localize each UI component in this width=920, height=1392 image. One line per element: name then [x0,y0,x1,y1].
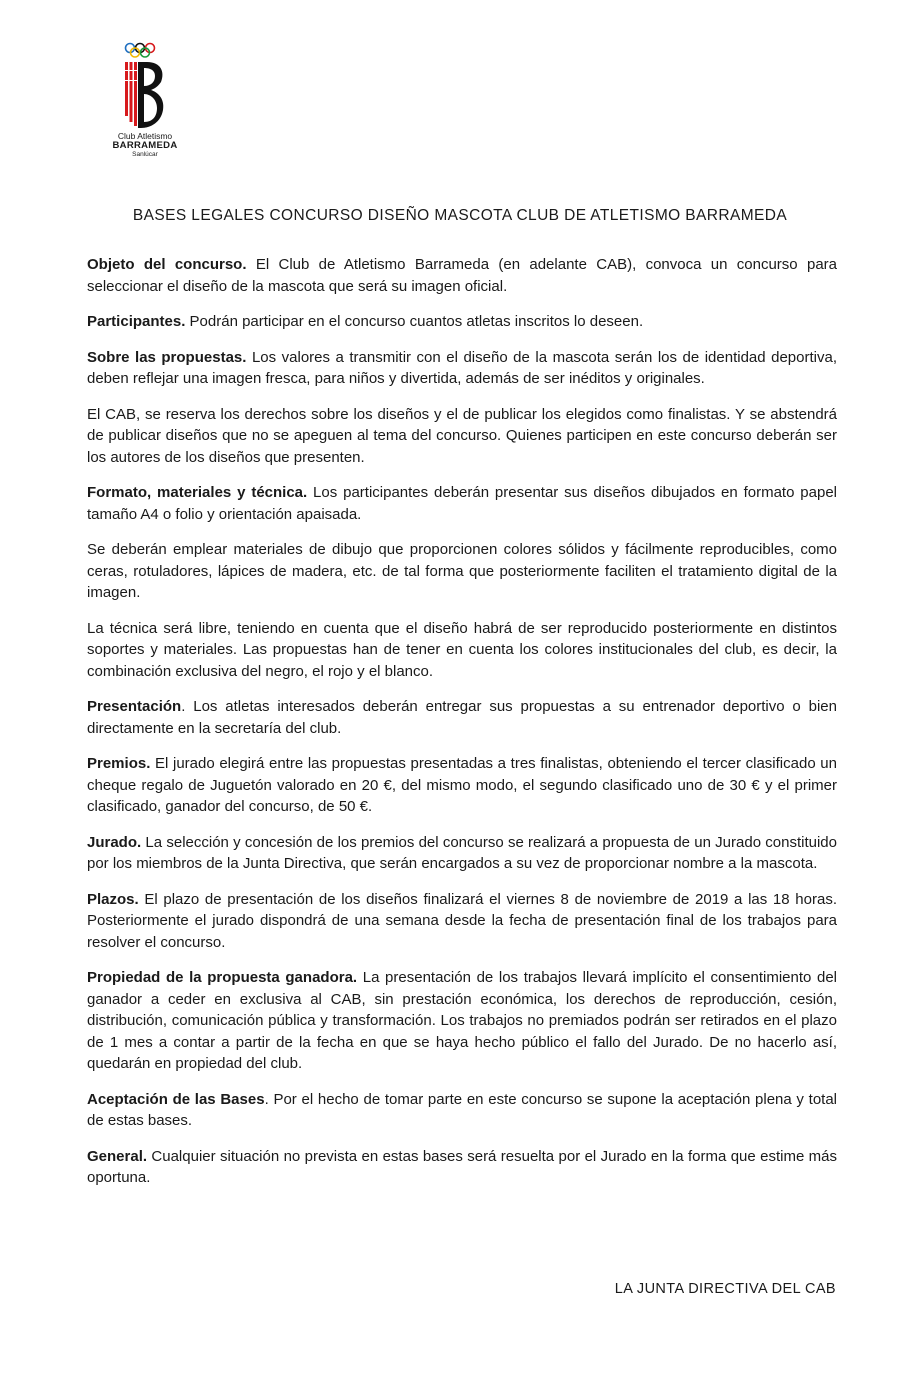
section-heading: Formato, materiales y técnica. [87,484,308,501]
document-title: BASES LEGALES CONCURSO DISEÑO MASCOTA CLUB DE ATLETISMO BARRAMEDA [132,207,788,224]
section-heading: General. [87,1147,148,1165]
section-text: . Por el hecho de tomar parte en este concurso se supone la aceptación plena y total de estas bases. [87,1090,837,1129]
logo-line-3: Sanlúcar [132,151,158,158]
section-heading: Objeto del concurso. [87,256,247,273]
section-text: El Club de Atletismo Barrameda (en adelante CAB), convoca un concurso para seleccionar el diseño de la mascota que será su imagen oficial. [87,256,837,295]
section-heading: Plazos. [87,890,139,908]
section-heading: Participantes. [87,313,186,330]
document-body [87,254,837,1203]
section-plazos [87,889,837,954]
club-emblem-icon [117,40,173,130]
section-participantes [87,311,837,333]
section-text: Se deberán emplear materiales de dibujo que proporcionen colores sólidos y fácilmente reproducibles, como ceras, rotuladores, lápices de madera, etc. de tal forma que posteriormente faciliten el tratamiento digital de la imagen. [87,541,837,601]
section-text: Los participantes deberán presentar sus diseños dibujados en formato papel tamaño A4 o folio y orientación apaisada. [87,484,837,523]
section-text: El jurado elegirá entre las propuestas presentadas a tres finalistas, obteniendo el tercer clasificado un cheque regalo de Juguetón valorado en 20 €, del mismo modo, el segundo clasificado uno de 30 € y el primer clasificado, ganador del concurso, de 50 €. [87,755,837,815]
section-heading: Presentación [87,698,182,715]
section-heading: Premios. [87,755,151,772]
section-text: . Los atletas interesados deberán entregar sus propuestas a su entrenador deportivo o bien directamente en la secretaría del club. [87,698,837,737]
section-jurado [87,832,837,875]
section-text: La presentación de los trabajos llevará implícito el consentimiento del ganador a ceder en exclusiva al CAB, sin prestación económica, los derechos de reproducción, cesión, distribución, comunicación pública y transformación. Los trabajos no premiados podrán ser retirados en el plazo de 1 mes a contar a partir de la fecha en que se haya hecho público el fallo del Jurado. De no hacerlo así, quedarán en propiedad del club. [87,969,837,1072]
section-text: La técnica será libre, teniendo en cuenta que el diseño habrá de ser reproducido posteriormente en distintos soportes y materiales. Las propuestas han de tener en cuenta los colores institucionales del club, es decir, la combinación exclusiva del negro, el rojo y el blanco. [87,619,837,680]
section-presentacion [87,696,837,739]
club-logo [110,40,180,170]
section-general [87,1146,837,1189]
section-text: El plazo de presentación de los diseños finalizará el viernes 8 de noviembre de 2019 a las 18 horas. Posteriormente el jurado dispondrá de una semana desde la fecha de presentación final de los trabajos para resolver el concurso. [87,890,837,951]
section-premios [87,753,837,818]
section-heading: Aceptación de las Bases [87,1090,265,1108]
logo-line-2: BARRAMEDA [112,140,178,151]
section-text: Podrán participar en el concurso cuantos atletas inscritos lo deseen. [185,313,644,330]
section-propuestas [87,347,837,390]
section-heading: Jurado. [87,833,142,851]
section-aceptacion [87,1089,837,1132]
section-formato [87,482,837,525]
section-derechos [87,404,837,469]
section-text: El CAB, se reserva los derechos sobre los diseños y el de publicar los elegidos como finalistas. Y se abstendrá de publicar diseños que no se apeguen al tema del concurso. Quienes participen en este concurso deberán ser los autores de los diseños que presenten. [87,405,837,466]
logo-line-1: Club Atletismo [117,131,173,141]
section-objeto [87,254,837,297]
section-heading: Propiedad de la propuesta ganadora. [87,969,358,986]
section-materiales [87,539,837,604]
section-text: Los valores a transmitir con el diseño de la mascota serán los de identidad deportiva, deben reflejar una imagen fresca, para niños y divertida, además de ser inéditos y originales. [87,348,837,387]
section-text: La selección y concesión de los premios del concurso se realizará a propuesta de un Jurado constituido por los miembros de la Junta Directiva, que serán encargados a su vez de proporcionar nombre a la mascota. [87,833,837,872]
signature: LA JUNTA DIRECTIVA DEL CAB [614,1281,836,1297]
section-text: Cualquier situación no prevista en estas bases será resuelta por el Jurado en la forma que estime más oportuna. [87,1147,837,1186]
section-propiedad [87,967,837,1075]
section-heading: Sobre las propuestas. [87,348,247,366]
section-tecnica [87,618,837,683]
